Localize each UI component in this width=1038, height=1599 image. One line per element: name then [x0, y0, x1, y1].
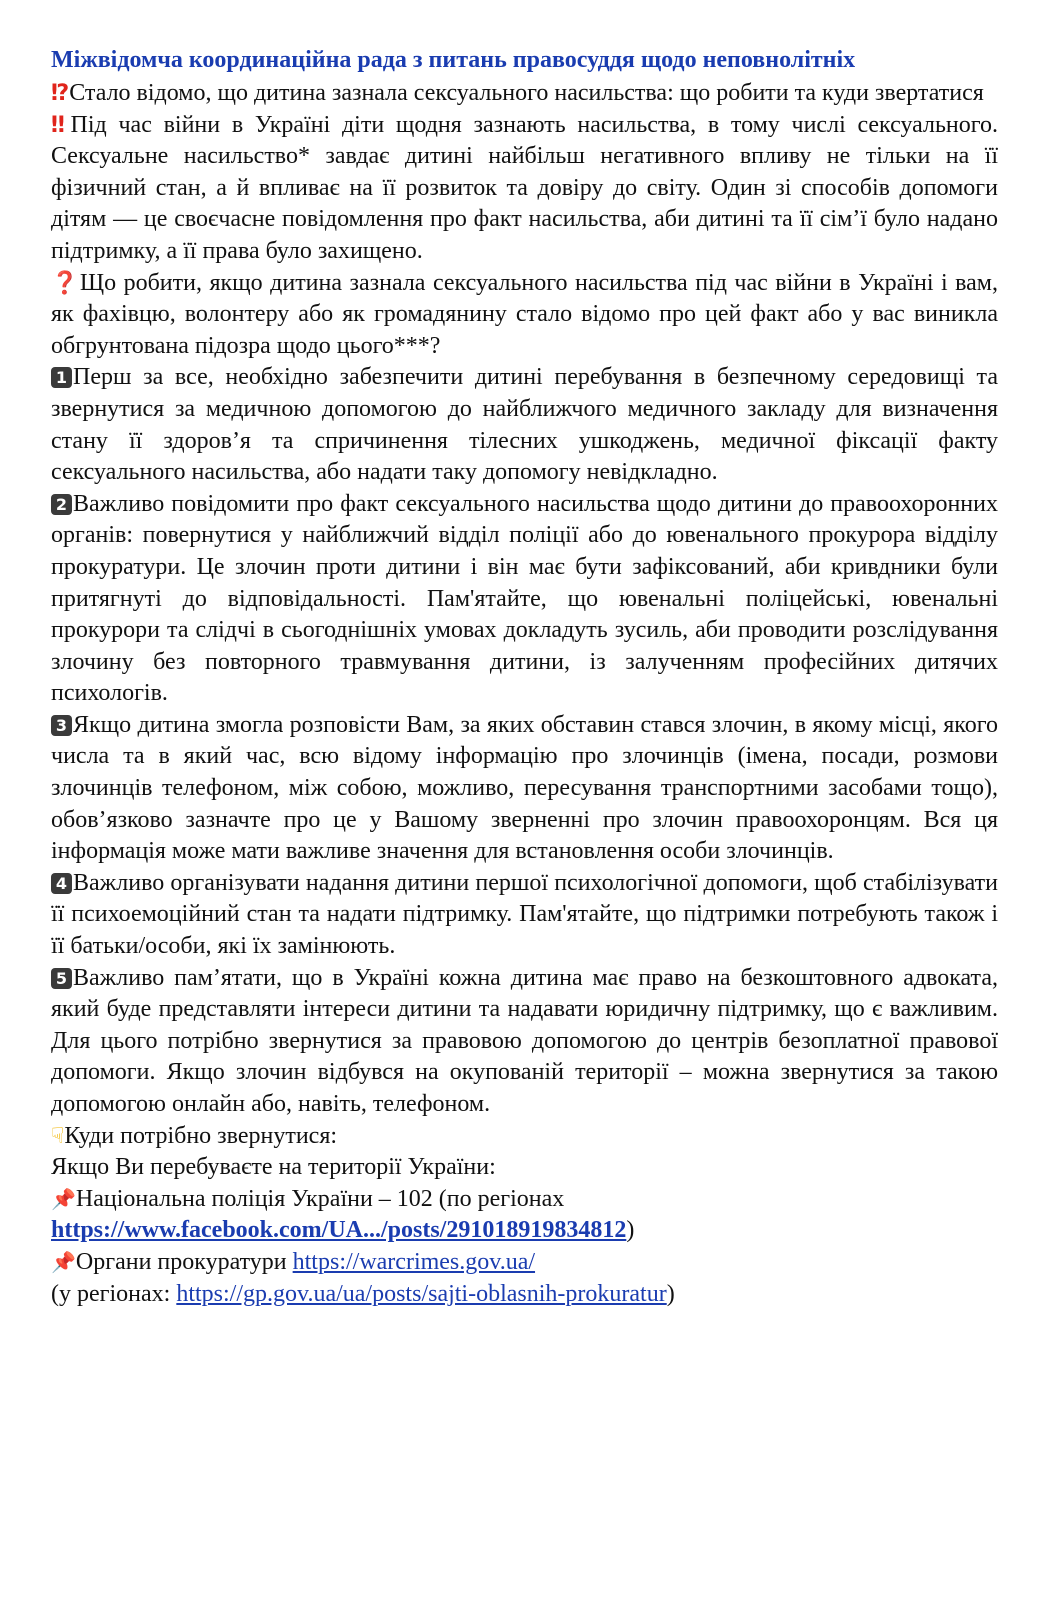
- number-2-icon: 2: [51, 494, 72, 515]
- double-exclamation-icon: ‼: [51, 112, 71, 138]
- intro-paragraph: [51, 78, 998, 110]
- police-text: Національна поліція України – 102 (по регіонах: [75, 1185, 565, 1212]
- prosecutor-text: Органи прокуратури: [75, 1248, 293, 1275]
- exclamation-question-icon: ⁉: [51, 81, 70, 106]
- step-3-text: Якщо дитина змогла розповісти Вам, за яких обставин стався злочин, в якому місці, якого числа та в який час, всю відому інформацію про злочинців (імена, посади, розмови злочинців телефоном, між собою, можливо, пересування транспортними засобами тощо), обов’язково зазначте про це у Вашому зверненні про злочин правоохоронцям. Вся ця інформація може мати важливе значення для встановлення особи злочинців.: [51, 711, 998, 865]
- police-line: [51, 1184, 998, 1247]
- if-in-ukraine-line: Якщо Ви перебуваєте на території України:: [51, 1154, 496, 1181]
- step-2-paragraph: [51, 489, 998, 710]
- question-text: Що робити, якщо дитина зазнала сексуального насильства під час війни в Україні і вам, як фахівцю, волонтеру або як громадянину стало відомо про цей факт або у вас виникла обгрунтована підозра щодо цього***?: [51, 269, 998, 359]
- number-1-icon: 1: [51, 367, 72, 388]
- number-4-icon: 4: [51, 873, 72, 894]
- regions-prefix: (у регіонах:: [51, 1280, 177, 1307]
- step-1-paragraph: [51, 362, 998, 488]
- war-text: Під час війни в Україні діти щодня зазнають насильства, в тому числі сексуального. Сексуальне насильство* завдає дитині найбільш негативного впливу не тільки на її фізичний стан, а й впливає на її розвиток та довіру до світу. Один зі способів допомоги дітям — це своєчасне повідомлення про факт насильства, аби дитині та її сім’ї було надано підтримку, а її права було захищено.: [51, 111, 999, 264]
- regional-prosecutors-link[interactable]: https://gp.gov.ua/ua/posts/sajti-oblasnih-prokuratur: [176, 1280, 667, 1307]
- regions-close-paren: ): [666, 1280, 675, 1307]
- prosecutor-line: [51, 1247, 998, 1279]
- step-4-text: Важливо організувати надання дитини першої психологічної допомоги, щоб стабілізувати її психоемоційний стан та надати підтримку. Пам'ятайте, що підтримки потребують також і її батьки/особи, які їх замінюють.: [51, 869, 998, 960]
- step-2-text: Важливо повідомити про факт сексуального насильства щодо дитини до правоохоронних органів: повернутися у найближчий відділ поліції або до ювенального прокурора відділу прокуратури. Це злочин проти дитини і він має бути зафіксований, аби кривдники були притягнуті до відповідальності. Пам'ятайте, що ювенальні поліцейські, ювенальні прокурори та слідчі в сьогоднішніх умовах докладуть зусиль, аби проводити розслідування злочину без повторного травмування дитини, із залученням професійних дитячих психологів.: [51, 490, 998, 707]
- where-to-text: Куди потрібно звернутися:: [64, 1122, 338, 1149]
- step-5-text: Важливо пам’ятати, що в Україні кожна дитина має право на безкоштовного адвоката, який буде представляти інтереси дитини та надавати юридичну підтримку, що є важливим. Для цього потрібно звернутися за правовою допомогою до центрів безоплатної правової допомоги. Якщо злочин відбувся на окупованій території – можна звернутися за такою допомогою онлайн або, навіть, телефоном.: [51, 964, 998, 1117]
- warcrimes-link[interactable]: https://warcrimes.gov.ua/: [292, 1248, 536, 1275]
- regions-line: [51, 1279, 998, 1311]
- number-5-icon: 5: [51, 968, 72, 989]
- step-4-paragraph: [51, 868, 998, 963]
- question-paragraph: [51, 268, 998, 363]
- intro-text: Стало відомо, що дитина зазнала сексуального насильства: що робити та куди звертатися: [69, 80, 984, 106]
- step-3-paragraph: [51, 710, 998, 868]
- police-facebook-link[interactable]: https://www.facebook.com/UA.../posts/291018919834812: [51, 1217, 627, 1244]
- pushpin-icon: 📌: [51, 1186, 76, 1211]
- police-close-paren: ): [626, 1217, 635, 1244]
- where-to-line: [51, 1121, 998, 1153]
- war-paragraph: [51, 110, 998, 268]
- step-5-paragraph: [51, 963, 998, 1121]
- document-title: Міжвідомча координаційна рада з питань правосуддя щодо неповнолітніх: [51, 47, 856, 73]
- pointing-finger-icon: ☟: [51, 1123, 65, 1149]
- pushpin-icon: 📌: [51, 1249, 76, 1274]
- step-1-text: Перш за все, необхідно забезпечити дитині перебування в безпечному середовищі та звернутися за медичною допомогою до найближчого медичного закладу для визначення стану її здоров’я та спричинення тілесних ушкоджень, медичної фіксації факту сексуального насильства, або надати таку допомогу невідкладно.: [51, 364, 998, 486]
- question-mark-icon: ❓: [51, 270, 80, 296]
- number-3-icon: 3: [51, 715, 72, 736]
